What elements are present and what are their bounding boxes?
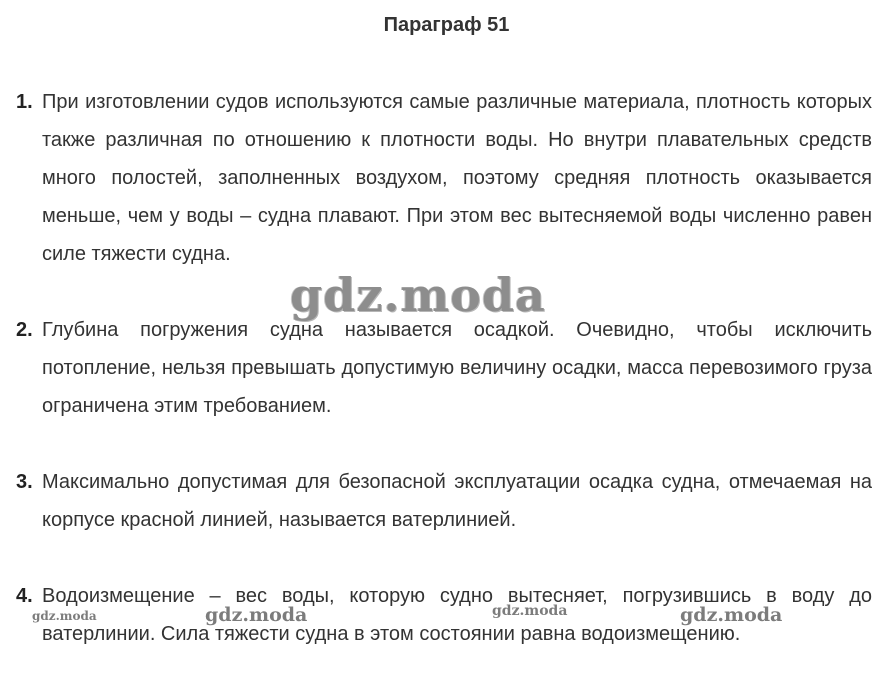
watermark-small: gdz.moda [32,609,97,623]
watermark-small: gdz.moda [492,603,568,619]
watermark-small: gdz.moda [680,604,783,626]
answer-item-3 [16,463,872,539]
item-number: 1. [16,91,33,113]
item-text: Водоизмещение – вес воды, которую судно вытесняет, погрузившись в воду до ватерлинии. Сила тяжести судна в этом состоянии равна водоизмещению. [42,585,872,645]
item-number: 2. [16,319,33,341]
item-number: 4. [16,585,33,607]
answer-item-1 [16,83,872,273]
watermark-large: gdz.moda [290,268,546,322]
answer-item-2 [16,311,872,425]
item-text: Максимально допустимая для безопасной эксплуатации осадка судна, отмечаемая на корпусе красной линией, называется ватерлинией. [42,471,872,531]
watermark-small: gdz.moda [205,604,308,626]
item-text: Глубина погружения судна называется осадкой. Очевидно, чтобы исключить потопление, нельзя превышать допустимую величину осадки, масса перевозимого груза ограничена этим требованием. [42,319,872,417]
answer-item-4 [16,577,872,653]
item-number: 3. [16,471,33,493]
page-title: Параграф 51 [383,14,510,36]
item-text: При изготовлении судов используются самые различные материала, плотность которых также различная по отношению к плотности воды. Но внутри плавательных средств много полостей, заполненных воздухом, поэтому средняя плотность оказывается меньше, чем у воды – судна плавают. При этом вес вытесняемой воды численно равен силе тяжести судна. [42,91,872,265]
